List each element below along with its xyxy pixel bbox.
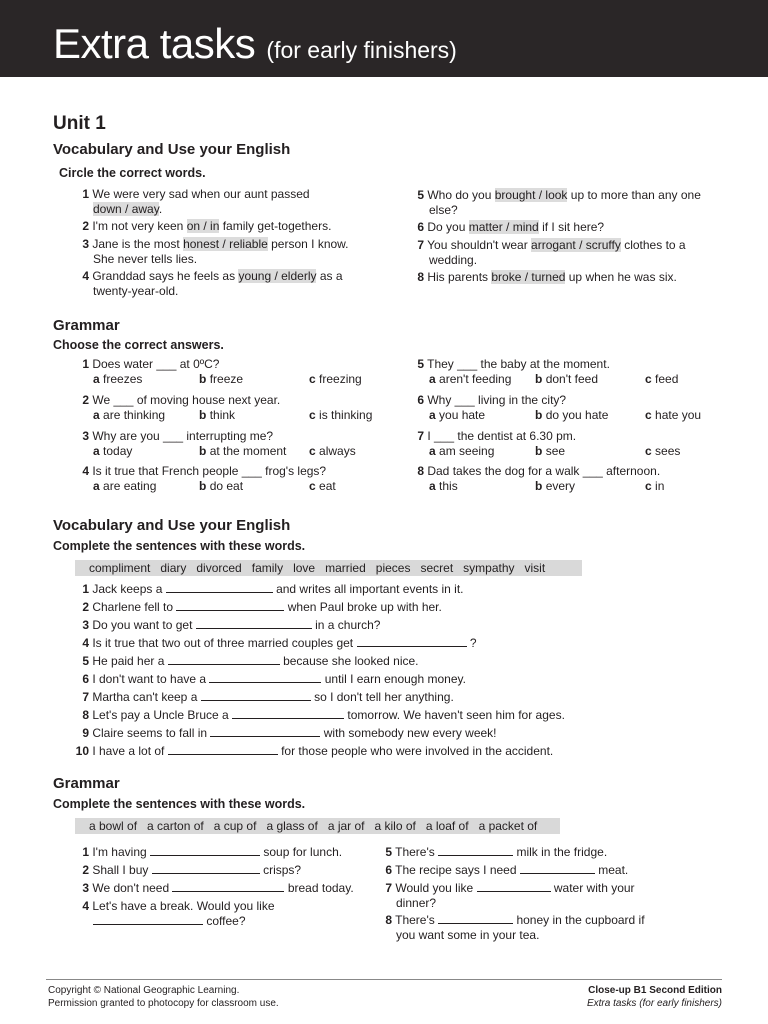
option-letter: a [429,372,436,386]
option-a [429,408,485,423]
vocab-item-1 [69,187,310,202]
word-box-item: visit [524,561,546,575]
option-c [309,372,362,387]
item-text: ? [469,636,477,650]
item-number: 7 [385,881,392,895]
item-text: Do you want to get [92,618,193,632]
item-text: person I know. [267,237,349,251]
option-letter: a [93,408,100,422]
item-number: 5 [82,654,89,668]
option-text: see [545,444,566,458]
item-number: 1 [82,187,89,201]
option-a [429,479,458,494]
item-number: 6 [417,220,424,234]
grammar-item-5 [404,357,610,372]
item-text: There's [395,845,435,859]
word-box-item: a carton of [147,819,204,833]
word-choice: arrogant / scruffy [531,238,621,252]
quantity-item-4 [69,899,275,914]
item-question: Why ___ living in the city? [427,393,567,407]
option-letter: c [645,479,652,493]
vocab-item-8 [404,270,677,285]
item-text: Do you [427,220,469,234]
option-c [309,408,372,423]
item-number: 5 [385,845,392,859]
item-question: Is it true that French people ___ frog's legs? [92,464,327,478]
complete-item-3 [69,618,380,633]
item-text: His parents [427,270,492,284]
item-number: 8 [417,270,424,284]
item-question: Does water ___ at 0ºC? [92,357,220,371]
option-b [199,479,243,494]
option-text: don't feed [545,372,599,386]
quantity-item-8 [372,913,645,928]
item-text: because she looked nice. [283,654,419,668]
word-choice: broke / turned [491,270,566,284]
item-question: Dad takes the dog for a walk ___ afternoon. [427,464,661,478]
item-text: milk in the fridge. [516,845,608,859]
item-text: if I sit here? [538,220,605,234]
option-text: think [209,408,236,422]
word-box-1 [75,560,582,576]
item-text: There's [395,913,435,927]
answer-blank [210,726,320,737]
grammar-item-1 [69,357,219,372]
item-number: 1 [82,845,89,859]
answer-blank [176,600,284,611]
item-number: 3 [82,618,89,632]
complete-item-2 [69,600,442,615]
option-letter: b [535,372,543,386]
option-letter: a [429,479,436,493]
option-c [645,479,664,494]
answer-blank [196,618,312,629]
answer-blank [166,582,273,593]
option-a [93,444,132,459]
item-continuation: else? [429,203,458,217]
item-text: Jane is the most [92,237,184,251]
complete-item-7 [69,690,454,705]
option-letter: c [309,444,316,458]
vocab-item-2 [69,219,331,234]
item-continuation: wedding. [429,253,478,267]
word-box-item: diary [160,561,187,575]
complete-item-4 [69,636,477,651]
item-continuation [93,202,162,217]
item-number: 6 [417,393,424,407]
word-choice: honest / reliable [183,237,268,251]
complete-item-10 [69,744,553,759]
item-text: The recipe says I need [395,863,517,877]
item-text: Would you like [395,881,474,895]
word-box-item: a jar of [327,819,365,833]
item-number: 4 [82,636,89,650]
word-box-item: a kilo of [374,819,416,833]
word-box-item: a bowl of [89,819,138,833]
option-text: are eating [103,479,157,493]
item-continuation [93,914,246,929]
item-number: 9 [82,726,89,740]
option-b [535,479,575,494]
item-text: . [158,202,163,216]
option-text: is thinking [319,408,373,422]
option-b [199,372,243,387]
item-text: bread today. [287,881,354,895]
section-2-instruction: Choose the correct answers. [53,338,224,352]
item-number: 4 [82,899,89,913]
item-number: 3 [82,429,89,443]
answer-blank [168,654,280,665]
option-b [535,408,608,423]
answer-blank [168,744,278,755]
item-text: so I don't tell her anything. [314,690,454,704]
item-number: 7 [417,238,424,252]
item-text: with somebody new every week! [323,726,497,740]
item-text: up to more than any one [567,188,701,202]
item-text: Let's pay a Uncle Bruce a [92,708,229,722]
complete-item-8 [69,708,565,723]
item-number: 1 [82,357,89,371]
vocab-item-3 [69,237,349,252]
option-text: eat [319,479,336,493]
item-text: We don't need [92,881,170,895]
option-letter: a [93,444,100,458]
option-a [93,408,165,423]
option-text: freeze [209,372,244,386]
complete-item-1 [69,582,464,597]
word-box-item: pieces [375,561,411,575]
quantity-item-3 [69,881,354,896]
option-letter: b [199,372,207,386]
answer-blank [152,863,260,874]
item-text: We were very sad when our aunt passed [92,187,310,201]
option-letter: a [93,479,100,493]
complete-item-5 [69,654,419,669]
word-box-item: divorced [196,561,242,575]
item-number: 7 [417,429,424,443]
option-text: this [439,479,458,493]
option-a [429,444,494,459]
option-text: feed [655,372,679,386]
item-number: 1 [82,582,89,596]
option-a [93,479,156,494]
answer-blank [438,913,513,924]
item-number: 2 [82,393,89,407]
item-text: Granddad says he feels as [92,269,239,283]
item-question: I ___ the dentist at 6.30 pm. [427,429,577,443]
item-number: 8 [417,464,424,478]
answer-blank [357,636,467,647]
option-letter: c [645,372,652,386]
option-c [645,444,680,459]
option-b [535,444,565,459]
item-text: family get-togethers. [219,219,332,233]
section-2-title: Grammar [53,317,120,334]
item-text: up when he was six. [565,270,677,284]
item-number: 2 [82,219,89,233]
section-3-instruction: Complete the sentences with these words. [53,539,306,553]
item-question: We ___ of moving house next year. [92,393,281,407]
option-letter: b [199,444,207,458]
item-continuation: you want some in your tea. [396,928,540,942]
section-1-title: Vocabulary and Use your English [53,141,291,158]
quantity-item-2 [69,863,301,878]
item-text: He paid her a [92,654,165,668]
word-box-item: secret [420,561,454,575]
option-text: sees [655,444,681,458]
item-text: for those people who were involved in the accident. [281,744,554,758]
option-letter: a [93,372,100,386]
option-text: today [103,444,133,458]
option-b [199,444,286,459]
item-number: 3 [82,237,89,251]
answer-blank [209,672,321,683]
option-text: hate you [655,408,702,422]
word-box-item: a cup of [213,819,257,833]
item-text: Let's have a break. Would you like [92,899,275,913]
option-text: are thinking [103,408,166,422]
word-box-item: a packet of [478,819,538,833]
item-continuation: She never tells lies. [93,252,198,266]
option-c [309,479,336,494]
item-text: meat. [598,863,629,877]
option-letter: b [535,479,543,493]
word-choice: matter / mind [468,220,539,234]
vocab-item-6 [404,220,604,235]
page-subtitle: (for early finishers) [266,37,457,63]
item-text: in a church? [315,618,381,632]
word-box-item: married [325,561,366,575]
item-text: soup for lunch. [263,845,343,859]
option-text: freezes [103,372,143,386]
item-text: crisps? [263,863,302,877]
item-text: until I earn enough money. [324,672,466,686]
item-number: 6 [82,672,89,686]
answer-blank [201,690,311,701]
item-number: 2 [82,600,89,614]
option-text: am seeing [439,444,495,458]
answer-blank [438,845,513,856]
item-text: water with your [553,881,635,895]
item-text: I'm not very keen [92,219,187,233]
item-text: tomorrow. We haven't seen him for ages. [347,708,565,722]
option-b [535,372,598,387]
option-letter: c [309,372,316,386]
option-a [429,372,511,387]
option-letter: c [645,444,652,458]
footer-book-subtitle: Extra tasks (for early finishers) [586,998,722,1009]
answer-blank [150,845,260,856]
section-4-title: Grammar [53,775,120,792]
option-letter: c [309,408,316,422]
answer-blank [520,863,595,874]
item-number: 2 [82,863,89,877]
page-title: Extra tasks (for early finishers) [53,20,457,67]
section-1-instruction: Circle the correct words. [59,166,206,180]
answer-blank [172,881,284,892]
grammar-item-8 [404,464,660,479]
option-text: every [545,479,576,493]
item-text: You shouldn't wear [427,238,532,252]
item-text: I'm having [92,845,147,859]
answer-blank [93,914,203,925]
option-a [93,372,142,387]
grammar-item-4 [69,464,326,479]
word-box-2 [75,818,560,834]
grammar-item-3 [69,429,273,444]
section-3-title: Vocabulary and Use your English [53,517,291,534]
grammar-item-2 [69,393,280,408]
footer-divider [46,979,722,980]
option-text: aren't feeding [439,372,512,386]
footer-permission: Permission granted to photocopy for classroom use. [48,998,279,1009]
item-continuation: dinner? [396,896,437,910]
item-number: 8 [385,913,392,927]
item-text: Claire seems to fall in [92,726,208,740]
item-number: 4 [82,269,89,283]
grammar-item-7 [404,429,576,444]
option-text: at the moment [209,444,287,458]
item-number: 6 [385,863,392,877]
option-text: do eat [209,479,244,493]
quantity-item-7 [372,881,635,896]
item-text: when Paul broke up with her. [287,600,442,614]
item-number: 3 [82,881,89,895]
option-letter: b [535,444,543,458]
word-choice: brought / look [494,188,568,202]
item-number: 10 [75,744,89,758]
item-text: Charlene fell to [92,600,174,614]
item-number: 4 [82,464,89,478]
section-4-instruction: Complete the sentences with these words. [53,797,306,811]
quantity-item-5 [372,845,607,860]
option-letter: c [309,479,316,493]
item-text: I don't want to have a [92,672,207,686]
option-letter: b [535,408,543,422]
item-text: and writes all important events in it. [276,582,464,596]
option-c [309,444,356,459]
footer-book-title: Close-up B1 Second Edition [588,985,722,996]
word-box-item: compliment [89,561,151,575]
word-choice: on / in [186,219,220,233]
word-choice: young / elderly [238,269,317,283]
option-text: in [655,479,665,493]
option-letter: c [645,408,652,422]
option-c [645,372,678,387]
item-text: I have a lot of [92,744,165,758]
word-box-item: a loaf of [425,819,469,833]
option-letter: b [199,408,207,422]
item-text: clothes to a [620,238,686,252]
item-number: 8 [82,708,89,722]
item-text: Martha can't keep a [92,690,198,704]
complete-item-6 [69,672,466,687]
word-box-item: a glass of [266,819,318,833]
item-text: as a [316,269,343,283]
item-question: They ___ the baby at the moment. [427,357,610,371]
item-text: Shall I buy [92,863,149,877]
item-number: 5 [417,188,424,202]
option-text: do you hate [545,408,609,422]
answer-blank [232,708,344,719]
option-letter: b [199,479,207,493]
footer-copyright: Copyright © National Geographic Learning. [48,985,240,996]
item-text: honey in the cupboard if [516,913,645,927]
item-text: Is it true that two out of three married couples get [92,636,354,650]
grammar-item-6 [404,393,566,408]
item-question: Why are you ___ interrupting me? [92,429,274,443]
option-text: freezing [319,372,362,386]
option-text: always [319,444,356,458]
item-text: Who do you [427,188,495,202]
option-letter: a [429,444,436,458]
word-box-item: love [293,561,316,575]
option-b [199,408,235,423]
option-c [645,408,701,423]
item-continuation: twenty-year-old. [93,284,179,298]
item-number: 5 [417,357,424,371]
word-choice: down / away [93,202,159,216]
vocab-item-5 [404,188,701,203]
complete-item-9 [69,726,497,741]
word-box-item: sympathy [463,561,515,575]
vocab-item-4 [69,269,343,284]
item-number: 7 [82,690,89,704]
quantity-item-6 [372,863,628,878]
vocab-item-7 [404,238,686,253]
word-box-item: family [251,561,284,575]
item-text: coffee? [206,914,246,928]
quantity-item-1 [69,845,342,860]
option-letter: a [429,408,436,422]
item-text: Jack keeps a [92,582,163,596]
answer-blank [477,881,551,892]
option-text: you hate [439,408,486,422]
unit-heading: Unit 1 [53,113,106,134]
